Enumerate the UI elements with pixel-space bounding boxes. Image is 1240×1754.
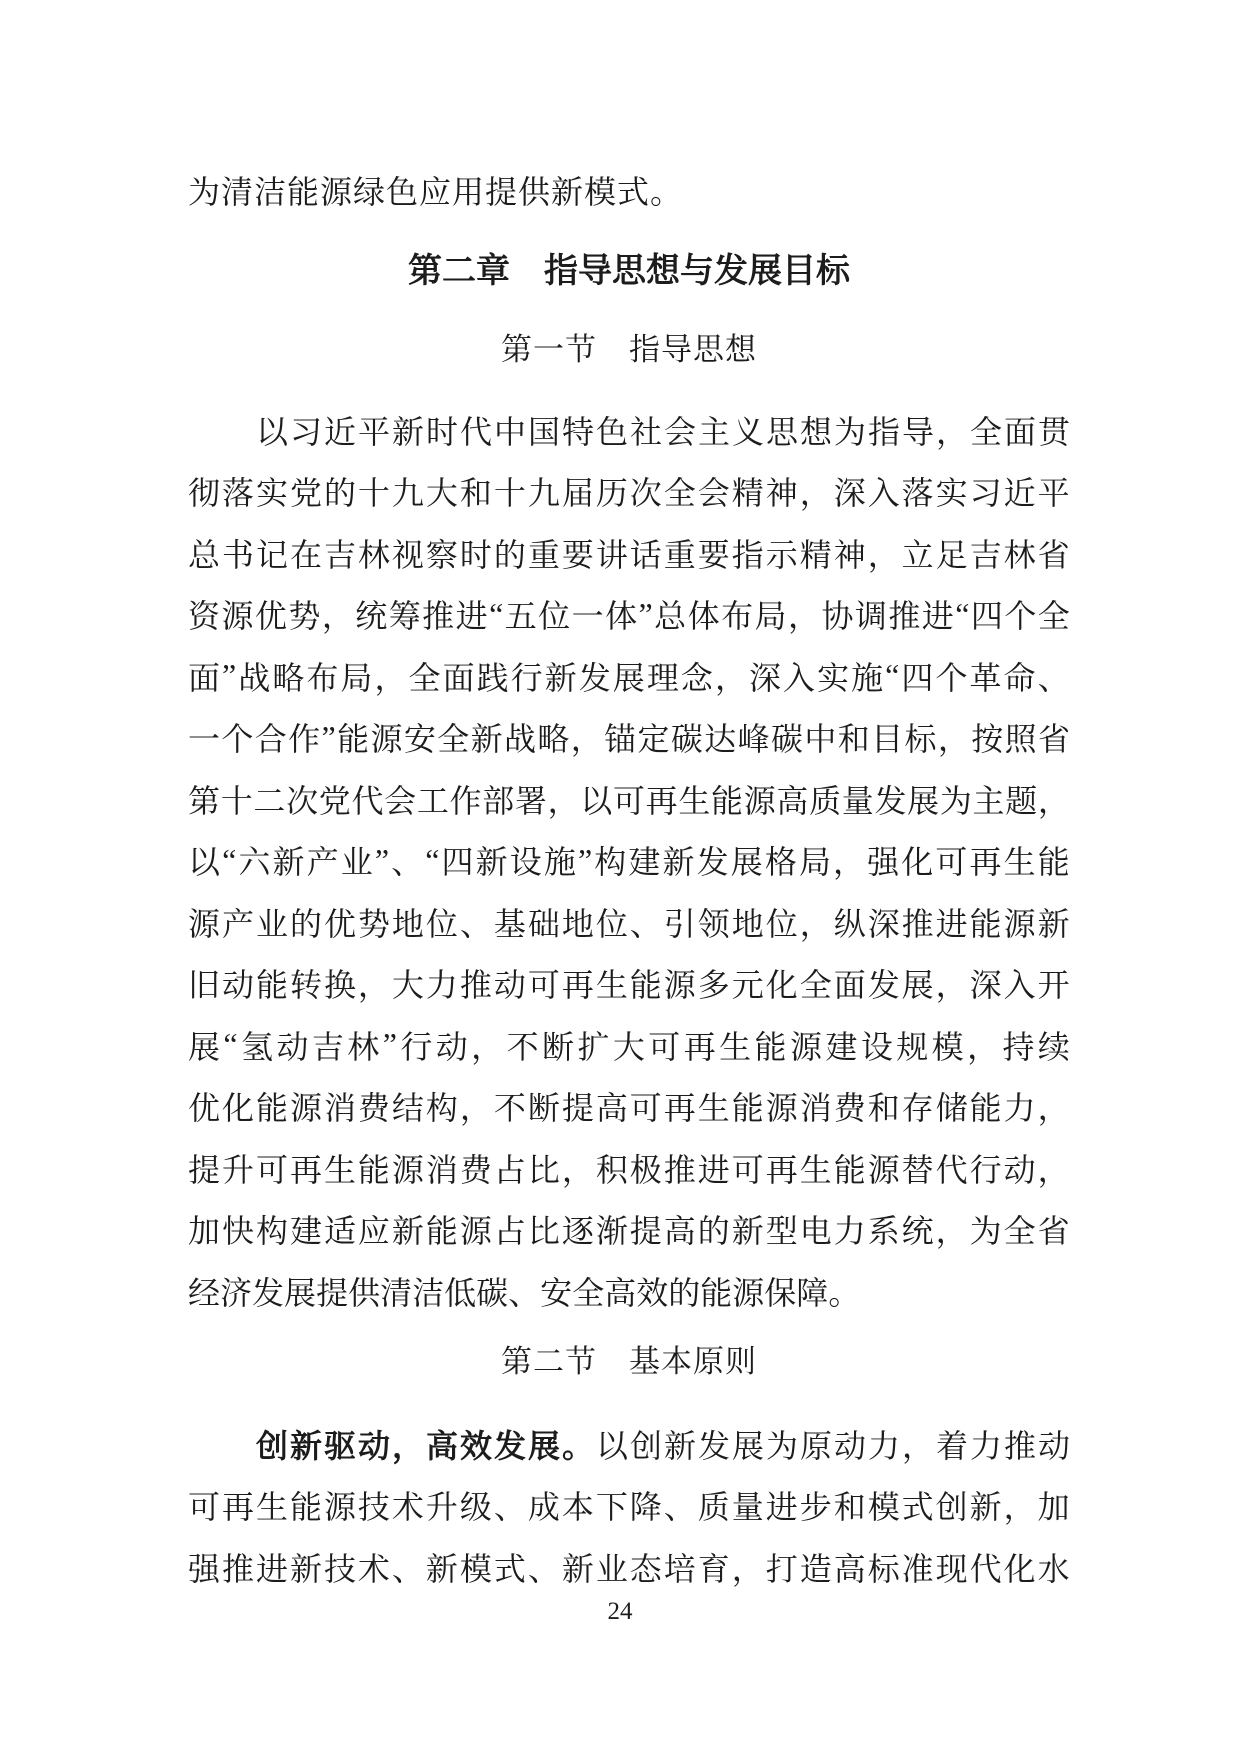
text-line: 以 “ 六 新 产 业 ” 、 “ 四 新 设 施 ” 构 建 新 发 展 格 局 ， 强 化 可 再 生 能 <box>188 841 1070 881</box>
text-line: 展 “ 氢 动 吉 林 ” 行 动 ， 不 断 扩 大 可 再 生 能 源 建 设 规 模 ， 持 续 <box>188 1026 1070 1065</box>
page-number: 24 <box>607 1598 633 1625</box>
text-line: 源 产 业 的 优 势 地 位 、 基 础 地 位 、 引 领 地 位 ， 纵 深 推 进 能 源 新 <box>188 905 1070 942</box>
text-line: 面 ” 战 略 布 局 ， 全 面 践 行 新 发 展 理 念 ， 深 入 实 施 “ 四 个 革 命 、 <box>188 657 1070 696</box>
text-line: 优 化 能 源 消 费 结 构 ， 不 断 提 高 可 再 生 能 源 消 费 和 存 储 能 力 ， <box>188 1090 1070 1127</box>
text-line: 一 个 合 作 ” 能 源 安 全 新 战 略 ， 锚 定 碳 达 峰 碳 中 和 目 标 ， 按 照 省 <box>188 718 1070 758</box>
text-line: 彻 落 实 党 的 十 九 大 和 十 九 届 历 次 全 会 精 神 ， 深 入 落 实 习 近 平 <box>188 475 1070 512</box>
text-line: 第 十 二 次 党 代 会 工 作 部 署 ， 以 可 再 生 能 源 高 质 量 发 展 为 主 题 ， <box>188 782 1070 819</box>
text-line: 经 济 发 展 提 供 清 洁 低 碳 、 安 全 高 效 的 能 源 保 障 。 <box>188 1274 861 1311</box>
text-line: 资 源 优 势 ， 统 筹 推 进 “ 五 位 一 体 ” 总 体 布 局 ， 协 调 推 进 “ 四 个 全 <box>188 595 1070 635</box>
text-line: 提 升 可 再 生 能 源 消 费 占 比 ， 积 极 推 进 可 再 生 能 源 替 代 行 动 ， <box>188 1151 1070 1188</box>
paragraph-innovation-driven <box>188 1413 1070 1598</box>
paragraph-guiding-ideology <box>188 399 1070 1322</box>
text-line: 旧 动 能 转 换 ， 大 力 推 动 可 再 生 能 源 多 元 化 全 面 发 展 ， 深 入 开 <box>188 967 1070 1004</box>
text-block <box>188 0 1070 1754</box>
text-line: 加 快 构 建 适 应 新 能 源 占 比 逐 渐 提 高 的 新 型 电 力 系 统 ， 为 全 省 <box>188 1213 1070 1250</box>
text-line: 可 再 生 能 源 技 术 升 级 、 成 本 下 降 、 质 量 进 步 和 模 式 创 新 ， 加 <box>188 1489 1070 1526</box>
paragraph-continuation-line: 为清洁能源绿色应用提供新模式。 <box>188 174 684 210</box>
chapter-heading: 第二章 指导思想与发展目标 <box>408 252 850 290</box>
text-line: 强 推 进 新 技 术 、 新 模 式 、 新 业 态 培 育 ， 打 造 高 标 准 现 代 化 水 <box>188 1550 1070 1587</box>
text-line: 以 习 近 平 新 时 代 中 国 特 色 社 会 主 义 思 想 为 指 导 ， 全 面 贯 <box>255 413 1070 450</box>
section-heading-basic-principles: 第二节 基本原则 <box>501 1344 757 1379</box>
text-line: 创 新 驱 动 ， 高 效 发 展 。 以 创 新 发 展 为 原 动 力 ， 着 力 推 动 <box>255 1427 1070 1464</box>
text-line: 总 书 记 在 吉 林 视 察 时 的 重 要 讲 话 重 要 指 示 精 神 ， 立 足 吉 林 省 <box>188 536 1070 573</box>
section-heading-guiding-ideology: 第一节 指导思想 <box>501 332 757 367</box>
